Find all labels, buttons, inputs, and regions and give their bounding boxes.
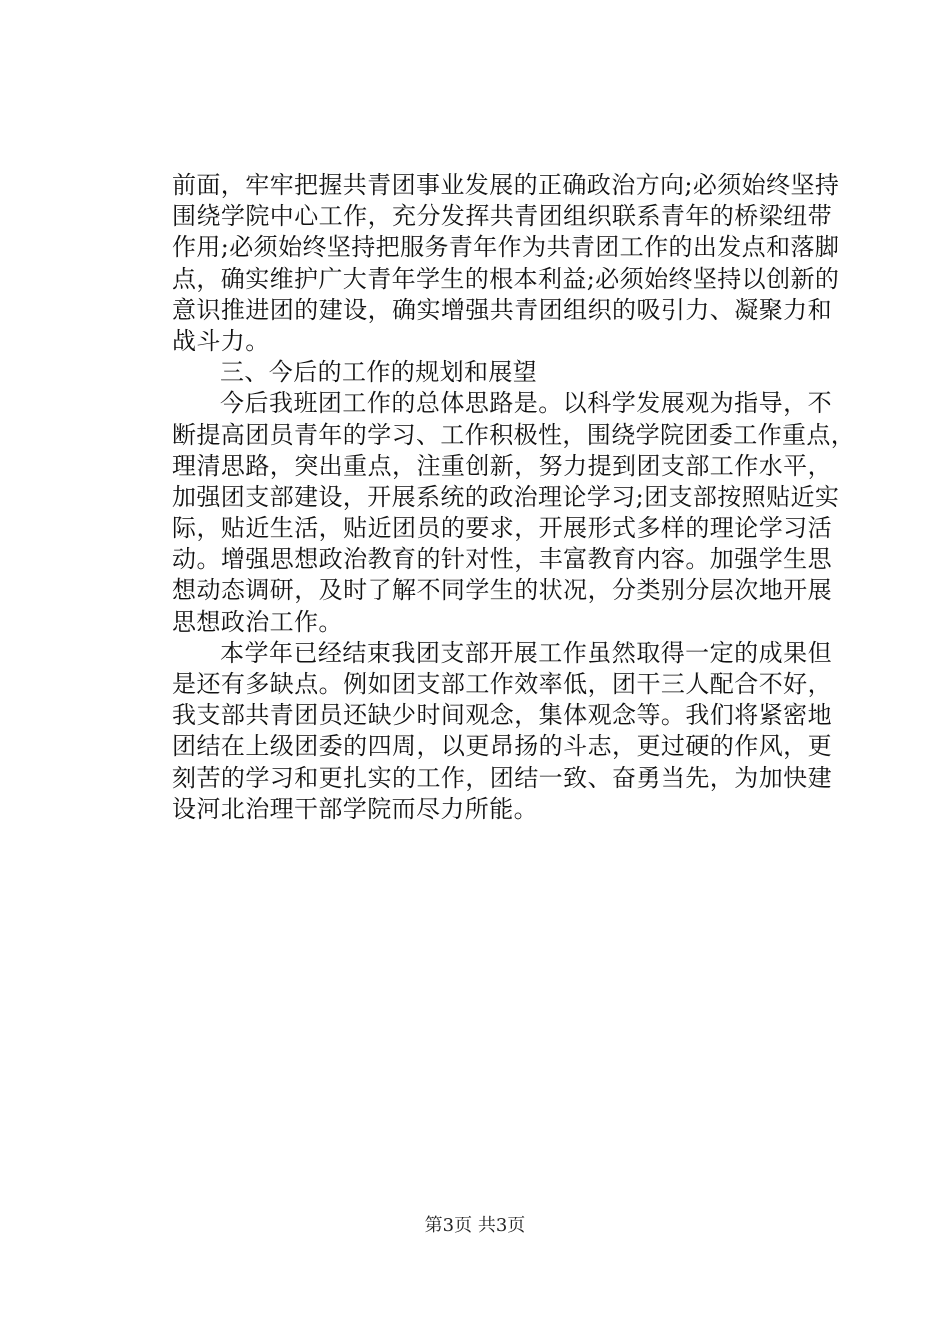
page-footer: 第3页 共3页 [424,1215,526,1236]
text-line: 刻苦的学习和更扎实的工作，团结一致、奋勇当先，为加快建 [172,763,832,792]
text-line: 理清思路，突出重点，注重创新，努力提到团支部工作水平， [172,451,832,480]
document-body [172,170,856,825]
text-line: 加强团支部建设，开展系统的政治理论学习;团支部按照贴近实 [172,482,840,511]
text-line: 是还有多缺点。例如团支部工作效率低，团干三人配合不好， [172,670,832,698]
text-line: 团结在上级团委的四周，以更昂扬的斗志，更过硬的作风，更 [172,732,832,761]
text-line: 动。增强思想政治教育的针对性，丰富教育内容。加强学生思 [172,545,832,574]
text-line: 际，贴近生活，贴近团员的要求，开展形式多样的理论学习活 [172,514,832,543]
text-line: 前面，牢牢把握共青团事业发展的正确政治方向;必须始终坚持 [172,171,840,199]
text-line: 本学年已经结束我团支部开展工作虽然取得一定的成果但 [220,638,832,667]
text-line: 思想政治工作。 [172,607,343,636]
text-line: 围绕学院中心工作，充分发挥共青团组织联系青年的桥梁纽带 [172,202,832,231]
text-line: 想动态调研，及时了解不同学生的状况，分类别分层次地开展 [172,576,832,605]
section-heading: 三、今后的工作的规划和展望 [220,358,538,387]
text-line: 今后我班团工作的总体思路是。以科学发展观为指导，不 [220,389,832,418]
text-line: 设河北治理干部学院而尽力所能。 [172,794,538,823]
text-line: 我支部共青团员还缺少时间观念，集体观念等。我们将紧密地 [172,701,832,730]
text-line: 点，确实维护广大青年学生的根本利益;必须始终坚持以创新的 [172,264,840,293]
text-line: 作用;必须始终坚持把服务青年作为共青团工作的出发点和落脚 [172,233,840,262]
text-line: 断提高团员青年的学习、工作积极性，围绕学院团委工作重点， [172,420,856,449]
text-line: 战斗力。 [172,326,270,355]
text-line: 意识推进团的建设，确实增强共青团组织的吸引力、凝聚力和 [172,295,832,324]
